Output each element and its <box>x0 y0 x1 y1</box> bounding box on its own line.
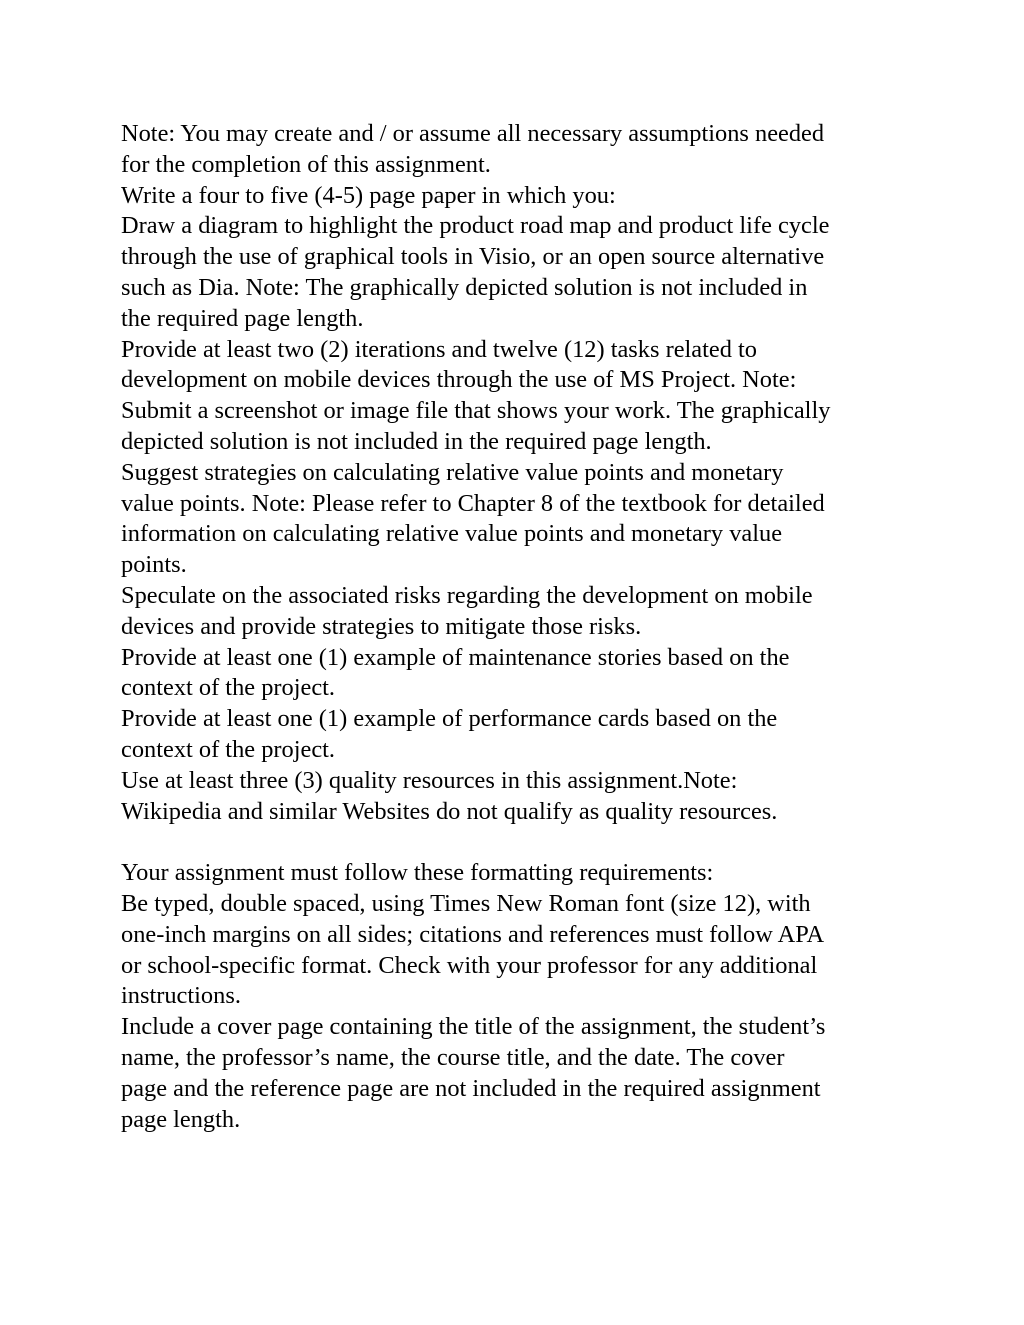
text-line: devices and provide strategies to mitigate those risks. <box>121 612 642 640</box>
text-line: page length. <box>121 1105 241 1133</box>
assignment-text <box>121 119 921 1135</box>
text-line: Draw a diagram to highlight the product road map and product life cycle <box>121 212 830 240</box>
text-line: development on mobile devices through the use of MS Project. Note: <box>121 366 797 394</box>
text-line: Submit a screenshot or image file that shows your work. The graphically <box>121 397 831 425</box>
text-line: the required page length. <box>121 304 364 332</box>
text-line: Speculate on the associated risks regarding the development on mobile <box>121 581 813 609</box>
text-line: Provide at least two (2) iterations and twelve (12) tasks related to <box>121 335 758 363</box>
text-line: instructions. <box>121 982 241 1010</box>
text-line: Provide at least one (1) example of maintenance stories based on the <box>121 643 790 671</box>
text-line: or school-specific format. Check with your professor for any additional <box>121 951 818 979</box>
text-line: Be typed, double spaced, using Times New Roman font (size 12), with <box>121 889 811 917</box>
text-line: depicted solution is not included in the required page length. <box>121 427 712 455</box>
text-line: Suggest strategies on calculating relative value points and monetary <box>121 458 784 486</box>
text-line: page and the reference page are not included in the required assignment <box>121 1074 821 1102</box>
text-line: such as Dia. Note: The graphically depicted solution is not included in <box>121 273 808 301</box>
text-line: through the use of graphical tools in Visio, or an open source alternative <box>121 243 825 271</box>
blank-line <box>121 827 921 858</box>
text-line: Note: You may create and / or assume all necessary assumptions needed <box>121 120 825 147</box>
text-line: Include a cover page containing the title of the assignment, the student’s <box>121 1013 826 1041</box>
text-line: Wikipedia and similar Websites do not qualify as quality resources. <box>121 797 778 825</box>
text-line: Write a four to five (4-5) page paper in which you: <box>121 181 616 209</box>
text-line: Use at least three (3) quality resources in this assignment.Note: <box>121 766 738 794</box>
text-line: value points. Note: Please refer to Chapter 8 of the textbook for detailed <box>121 489 825 517</box>
text-line: context of the project. <box>121 735 336 763</box>
text-line: information on calculating relative value points and monetary value <box>121 520 783 548</box>
text-line: Your assignment must follow these formatting requirements: <box>121 859 714 887</box>
text-line: name, the professor’s name, the course title, and the date. The cover <box>121 1043 785 1071</box>
text-line: for the completion of this assignment. <box>121 150 491 178</box>
text-line: points. <box>121 551 187 579</box>
text-line: one-inch margins on all sides; citations and references must follow APA <box>121 920 825 948</box>
text-line: Provide at least one (1) example of performance cards based on the <box>121 705 778 733</box>
text-line: context of the project. <box>121 674 336 702</box>
